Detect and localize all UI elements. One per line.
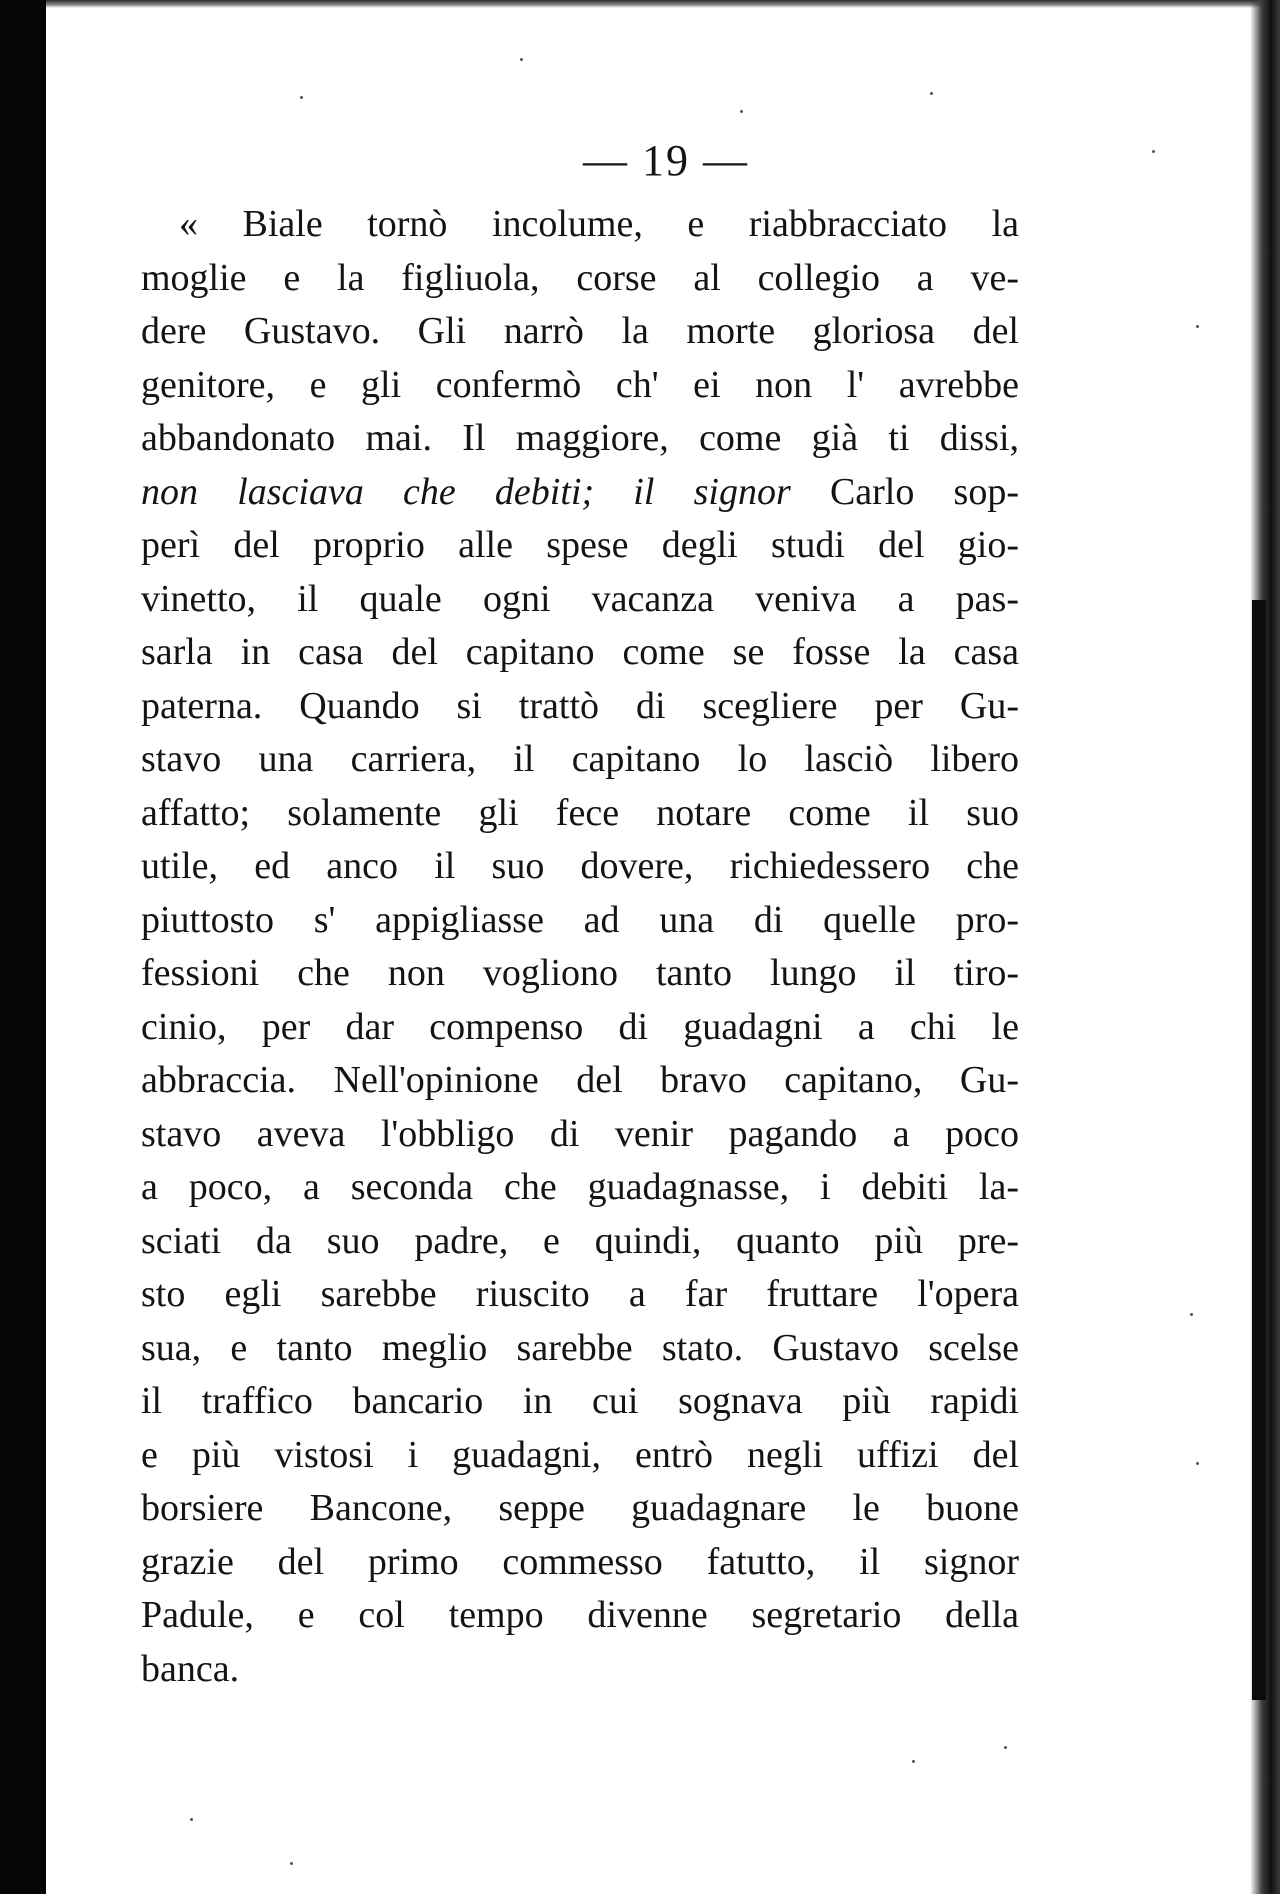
text-line: affatto; solamente gli fece notare come il suo (141, 791, 1019, 834)
body-text (141, 198, 1019, 1696)
text-line: sto egli sarebbe riuscito a far fruttare l'opera (141, 1273, 1019, 1315)
scan-speck (190, 1818, 193, 1821)
scan-speck (1196, 325, 1199, 328)
page-top-shadow (0, 0, 1280, 8)
page-right-edge (1252, 600, 1266, 1700)
text-line: grazie del primo commesso fatutto, il signor (141, 1540, 1019, 1583)
binding-edge (0, 0, 46, 1894)
italic-phrase: non lasciava che debiti; il signor (141, 470, 791, 513)
scan-speck (1004, 1746, 1007, 1749)
text-line: cinio, per dar compenso di guadagni a chi le (141, 1005, 1019, 1048)
text-line: sua, e tanto meglio sarebbe stato. Gustavo scelse (141, 1326, 1019, 1369)
page-number: — 19 — (583, 136, 749, 185)
text-line: piuttosto s' appigliasse ad una di quelle pro- (141, 898, 1019, 941)
text-line: abbraccia. Nell'opinione del bravo capitano, Gu- (141, 1059, 1019, 1101)
scan-speck (290, 1862, 293, 1865)
text-line: banca. (141, 1647, 240, 1690)
text-line: moglie e la figliuola, corse al collegio a ve- (141, 256, 1019, 299)
text-line: abbandonato mai. Il maggiore, come già ti dissi, (141, 417, 1019, 459)
scan-speck (930, 92, 933, 95)
text-line: e più vistosi i guadagni, entrò negli uffizi del (141, 1433, 1019, 1476)
scan-speck (740, 110, 743, 113)
text-line: a poco, a seconda che guadagnasse, i debiti la- (141, 1166, 1019, 1208)
scan-speck (1196, 1462, 1199, 1465)
text-line: « Biale tornò incolume, e riabbracciato la (179, 203, 1019, 245)
text-line: Padule, e col tempo divenne segretario della (141, 1594, 1019, 1636)
text-line: stavo aveva l'obbligo di venir pagando a poco (141, 1112, 1019, 1155)
text-line: il traffico bancario in cui sognava più rapidi (141, 1380, 1019, 1422)
text-line-rest: Carlo sop- (790, 470, 1019, 513)
text-line (141, 466, 1019, 520)
text-line: utile, ed anco il suo dovere, richiedessero che (141, 845, 1019, 887)
text-line: sarla in casa del capitano come se fosse la casa (141, 631, 1019, 673)
text-line: stavo una carriera, il capitano lo lasciò libero (141, 738, 1019, 780)
text-line: paterna. Quando si trattò di scegliere per Gu- (141, 684, 1019, 727)
scan-speck (300, 96, 303, 99)
text-line: fessioni che non vogliono tanto lungo il tiro- (141, 952, 1019, 994)
scan-speck (520, 58, 523, 61)
text-line: sciati da suo padre, e quindi, quanto più pre- (141, 1219, 1019, 1262)
scan-speck (1190, 1313, 1193, 1316)
text-line: vinetto, il quale ogni vacanza veniva a pas- (141, 577, 1019, 620)
text-line: genitore, e gli confermò ch' ei non l' avrebbe (141, 363, 1019, 406)
text-line: borsiere Bancone, seppe guadagnare le buone (141, 1487, 1019, 1529)
text-line: dere Gustavo. Gli narrò la morte gloriosa del (141, 310, 1019, 352)
scan-speck (912, 1760, 915, 1763)
text-line: perì del proprio alle spese degli studi del gio- (141, 524, 1019, 566)
